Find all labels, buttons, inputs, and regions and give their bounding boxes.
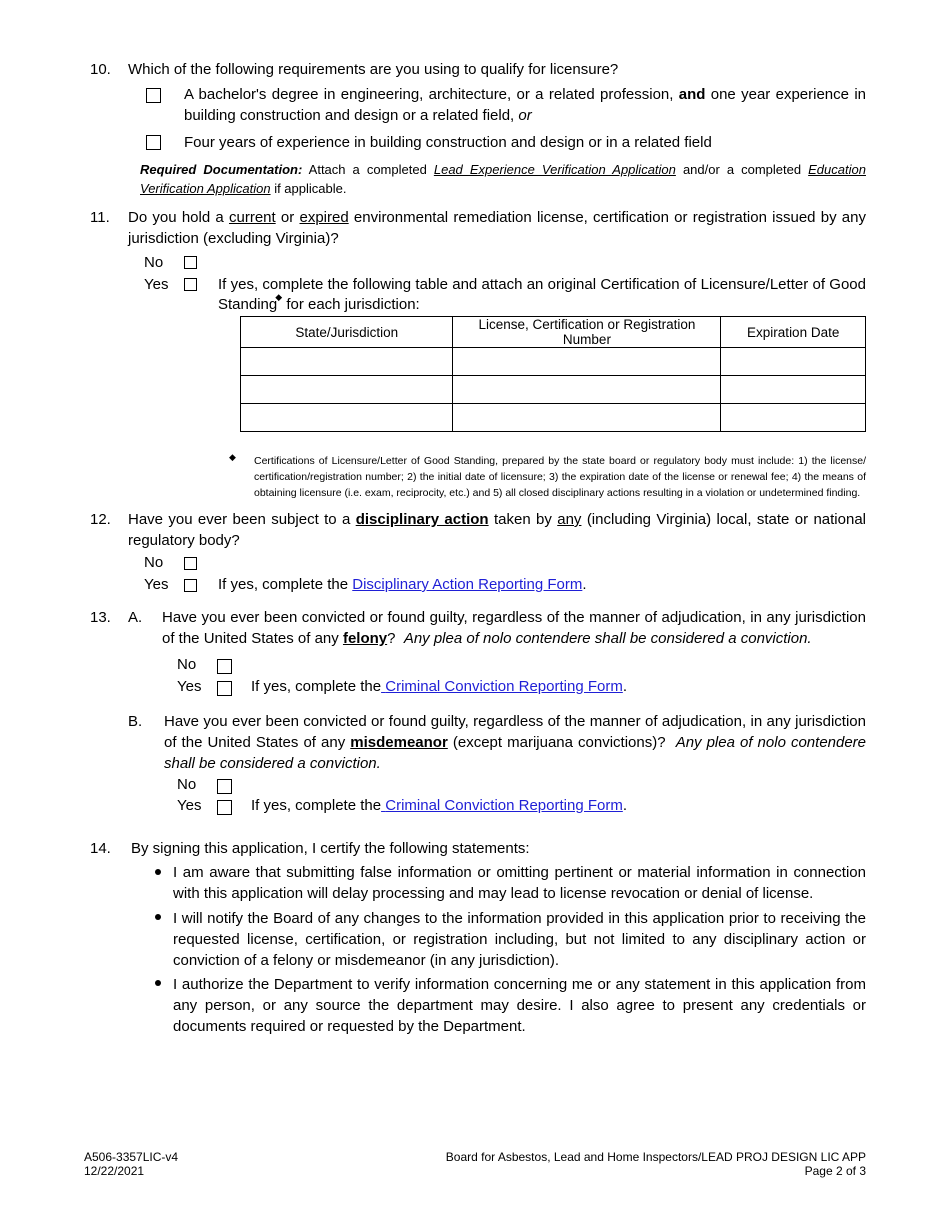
table-row: [241, 376, 866, 404]
criminal-conviction-form-link-b[interactable]: Criminal Conviction Reporting Form: [385, 797, 623, 814]
footnote-bullet-icon: ◆: [229, 452, 236, 462]
q14-statement-2: I will notify the Board of any changes to the information provided in this application prior to receiving the requested license, certification, or registration including, but not limited to any disciplinary action or conviction of a felony or misdemeanor (in any jurisdiction).: [173, 910, 866, 969]
q14-statement-3: I authorize the Department to verify information concerning me or any statement in this application from any person, or any source the department may desire. I also agree to present any credentials or documents required or requested by the Department.: [173, 976, 866, 1035]
footer-page-number: Page 2 of 3: [804, 1164, 866, 1178]
bullet-icon: [155, 914, 161, 920]
table-cell-expiration[interactable]: [721, 348, 866, 376]
table-cell-license-number[interactable]: [453, 404, 721, 432]
q12-number: 12.: [90, 511, 111, 528]
q12-no-label: No: [144, 554, 164, 571]
q10-option2-checkbox[interactable]: [146, 135, 161, 150]
jurisdiction-table: [240, 316, 866, 432]
footer-board: Board for Asbestos, Lead and Home Inspectors/LEAD PROJ DESIGN LIC APP: [445, 1150, 866, 1164]
q10-number: 10.: [90, 61, 111, 78]
q13a-no-label: No: [177, 656, 197, 673]
footnote-diamond-icon: ◆: [275, 292, 283, 302]
table-row: [241, 348, 866, 376]
q13b-yes-checkbox[interactable]: [217, 800, 232, 815]
q14-intro: By signing this application, I certify the following statements:: [131, 840, 530, 857]
footer-date: 12/22/2021: [84, 1164, 145, 1178]
q11-yes-label: Yes: [144, 276, 169, 293]
table-header-state: State/Jurisdiction: [241, 317, 453, 348]
q10-option1-checkbox[interactable]: [146, 88, 161, 103]
q11-footnote: Certifications of Licensure/Letter of Good Standing, prepared by the state board or regulatory body must include: 1) the license/ certification/registration number; 2) the initial date of licensure; 3) the expiration date of the license or renewal fee; 4) the means of obtaining licensure (i.e. exam, reciprocity, etc.) and 5) all closed disciplinary actions resulting in a violation or undetermined finding.: [254, 455, 866, 499]
q13b-question: Have you ever been convicted or found guilty, regardless of the manner of adjudication, in any jurisdiction of the United States of any misdemeanor (except marijuana convictions)? Any plea of nolo contendere shall be considered a conviction.: [164, 713, 867, 772]
q13b-yes-label: Yes: [177, 797, 202, 814]
table-header-license-number: License, Certification or Registration Number: [453, 317, 721, 348]
q12-yes-label: Yes: [144, 576, 169, 593]
q11-no-label: No: [144, 254, 164, 271]
q13a-no-checkbox[interactable]: [217, 659, 232, 674]
q12-yes-checkbox[interactable]: [184, 579, 197, 592]
q11-number: 11.: [90, 209, 110, 226]
q14-statement-1: I am aware that submitting false information or omitting pertinent or material information in connection with this application will delay processing and may lead to license revocation or denial of license.: [173, 864, 866, 902]
q13b-letter: B.: [128, 713, 143, 730]
q14-number: 14.: [90, 840, 111, 857]
criminal-conviction-form-link-a[interactable]: Criminal Conviction Reporting Form: [385, 678, 623, 695]
footer-form-id: A506-3357LIC-v4: [84, 1150, 179, 1164]
q13a-letter: A.: [128, 609, 143, 626]
table-row: [241, 404, 866, 432]
table-cell-state[interactable]: [241, 348, 453, 376]
q11-yes-instructions: If yes, complete the following table and attach an original Certification of Licensure/Letter of Good Standing◆ for each jurisdiction:: [218, 276, 866, 313]
disciplinary-action-form-link[interactable]: Disciplinary Action Reporting Form: [352, 576, 583, 593]
q12-question: Have you ever been subject to a disciplinary action taken by any (including Virginia) local, state or national regulatory body?: [128, 511, 866, 549]
q11-no-checkbox[interactable]: [184, 256, 197, 269]
q13a-question: Have you ever been convicted or found guilty, regardless of the manner of adjudication, in any jurisdiction of the United States of any felony? Any plea of nolo contendere shall be considered a conviction.: [162, 609, 866, 647]
q12-no-checkbox[interactable]: [184, 557, 197, 570]
table-cell-expiration[interactable]: [721, 376, 866, 404]
q13a-yes-instructions: If yes, complete the Criminal Conviction Reporting Form.: [251, 678, 627, 695]
table-cell-state[interactable]: [241, 404, 453, 432]
table-header-expiration: Expiration Date: [721, 317, 866, 348]
table-cell-expiration[interactable]: [721, 404, 866, 432]
q12-yes-instructions: If yes, complete the Disciplinary Action Reporting Form.: [218, 576, 587, 593]
table-cell-license-number[interactable]: [453, 376, 721, 404]
bullet-icon: [155, 980, 161, 986]
q13b-yes-instructions: If yes, complete the Criminal Conviction Reporting Form.: [251, 797, 627, 814]
bullet-icon: [155, 869, 161, 875]
q11-yes-checkbox[interactable]: [184, 278, 197, 291]
q10-required-documentation: Required Documentation: Attach a completed Lead Experience Verification Application and/or a completed Education Verification Application if applicable.: [140, 162, 866, 196]
table-cell-state[interactable]: [241, 376, 453, 404]
q10-option2-text: Four years of experience in building construction and design or in a related field: [184, 134, 712, 151]
table-cell-license-number[interactable]: [453, 348, 721, 376]
q13a-yes-checkbox[interactable]: [217, 681, 232, 696]
q13a-yes-label: Yes: [177, 678, 202, 695]
q10-question: Which of the following requirements are you using to qualify for licensure?: [128, 61, 619, 78]
q13b-no-label: No: [177, 776, 197, 793]
q10-option1-text: A bachelor's degree in engineering, architecture, or a related profession, and one year experience in building construction and design or a related field, or: [184, 86, 866, 124]
q13-number: 13.: [90, 609, 111, 626]
q13b-no-checkbox[interactable]: [217, 779, 232, 794]
q11-question: Do you hold a current or expired environmental remediation license, certification or registration issued by any jurisdiction (excluding Virginia)?: [128, 209, 866, 247]
